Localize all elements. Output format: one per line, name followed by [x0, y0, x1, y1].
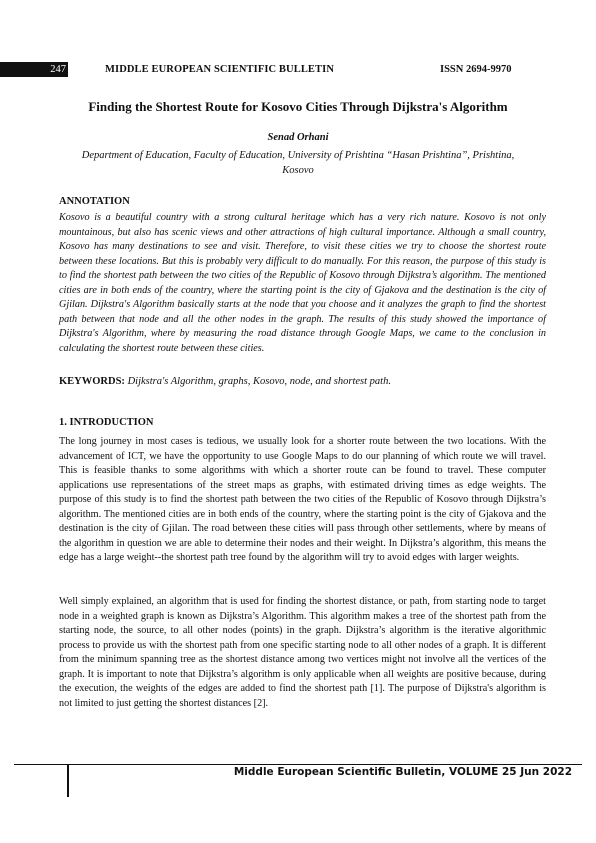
- introduction-paragraph-1: The long journey in most cases is tedious, we usually look for a shorter route between the two locations. With the advancement of ICT, we have the opportunity to use Google Maps to do our planning of which route we will travel. This is feasible thanks to some algorithms with which a shorter route can be found to travel. These computer applications use representations of the street maps as graphs, with estimated driving times as edge weights. The purpose of this study is to find the shortest path between the two cities of the Republic of Kosovo through Dijkstra’s algorithm. The mentioned cities are in both ends of the country, where the starting point is the city of Gjakova and the destination is the city of Gjilan. The road between these cities will pass through other settlements, where by means of the algorithm in question we are able to determine their nodes and their weight. In Dijkstra’s algorithm, this means the edge has a large weight--the shortest path tree found by the algorithm will try to avoid edges with larger weights.: [59, 436, 546, 563]
- journal-name: MIDDLE EUROPEAN SCIENTIFIC BULLETIN: [105, 64, 334, 75]
- page-number: 247: [0, 62, 68, 77]
- annotation-heading: ANNOTATION: [59, 196, 130, 207]
- footer-text: Middle European Scientific Bulletin, VOLUME 25 Jun 2022: [233, 766, 572, 778]
- keywords-label: KEYWORDS:: [59, 376, 125, 387]
- introduction-heading: 1. INTRODUCTION: [59, 417, 154, 428]
- author-affiliation: Department of Education, Faculty of Education, University of Prishtina “Hasan Prishtina”, Prishtina, Kosovo: [81, 150, 515, 176]
- annotation-text: Kosovo is a beautiful country with a strong cultural heritage which has a very rich nature. Kosovo is not only mountainous, but also has scenic views and other attractions of high cultural importance. Although a small country, Kosovo has many destinations to see and visit. Therefore, to visit these cities we try to choose the shortest route between these locations. But this is probably very difficult to do manually. For this reason, the purpose of this study is to find the shortest path between the two cities of the Republic of Kosovo through Dijkstra’s algorithm. The mentioned cities are in both ends of the country, where the starting point is the city of Gjakova and the destination is the city of Gjilan. Dijkstra's Algorithm basically starts at the node that you choose and it analyzes the graph to find the shortest path between that node and all the other nodes in the graph. The results of this study showed the importance of Dijkstra's Algorithm, where by measuring the road distance through Google Maps, we came to the conclusion in calculating the shortest route between these cities.: [59, 212, 546, 354]
- footer-bar: [67, 764, 69, 797]
- footer-rule: [14, 764, 582, 765]
- keywords: [59, 376, 546, 387]
- issn: ISSN 2694-9970: [440, 64, 512, 75]
- author-name: Senad Orhani: [267, 132, 329, 143]
- paper-title: Finding the Shortest Route for Kosovo Cities Through Dijkstra's Algorithm: [88, 99, 508, 114]
- keywords-value: Dijkstra's Algorithm, graphs, Kosovo, node, and shortest path.: [127, 376, 391, 387]
- introduction-paragraph-2: Well simply explained, an algorithm that is used for finding the shortest distance, or path, from starting node to target node in a weighted graph is known as Dijkstra’s Algorithm. This algorithm makes a tree of the shortest path from the starting node, the source, to all other nodes (points) in the graph. Dijkstra’s algorithm is the iterative algorithmic process to provide us with the shortest path from one specific starting node to all other nodes of a graph. It is different from the minimum spanning tree as the shortest distance among two vertices might not involve all the vertices of the graph. It is important to note that Dijkstra’s algorithm is only applicable when all weights are positive because, during the execution, the weights of the edges are added to find the shortest path [1]. The purpose of Dijkstra's algorithm is not limited to just getting the shortest distances [2].: [59, 596, 546, 709]
